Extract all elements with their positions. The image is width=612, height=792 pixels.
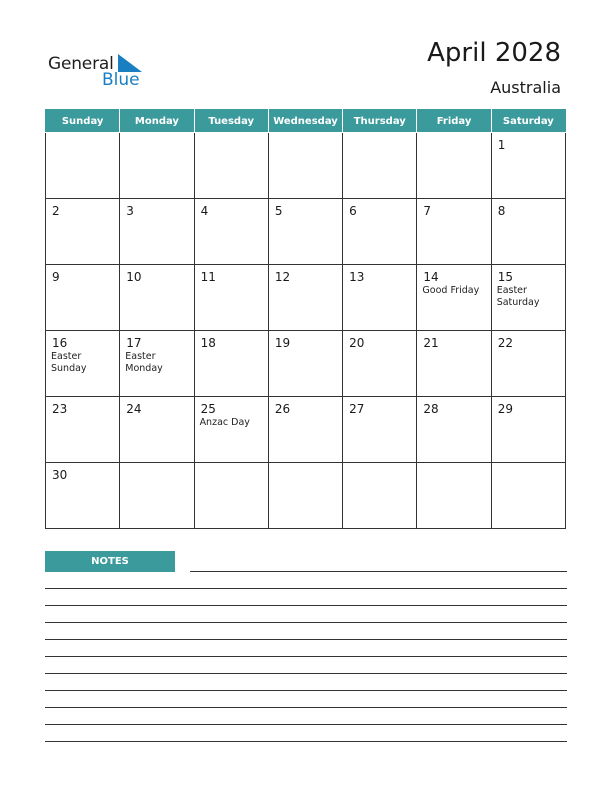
calendar-week-row: [46, 397, 566, 463]
weekday-header: Thursday: [343, 110, 417, 133]
day-number: 21: [423, 336, 439, 350]
calendar-day-cell: [120, 463, 194, 529]
day-number: 22: [497, 336, 513, 350]
weekday-header: Wednesday: [268, 110, 342, 133]
note-line: [45, 724, 567, 725]
note-line: [45, 690, 567, 691]
day-number: 13: [349, 270, 365, 284]
calendar-day-cell: [46, 199, 120, 265]
day-number: 17: [126, 336, 142, 350]
calendar-day-cell: [194, 133, 268, 199]
note-line: [45, 622, 567, 623]
day-number: 2: [52, 204, 60, 218]
calendar-day-cell: [268, 199, 342, 265]
note-line: [45, 639, 567, 640]
calendar-day-cell: [417, 397, 491, 463]
holiday-label: Anzac Day: [199, 417, 250, 428]
calendar-day-cell: [46, 397, 120, 463]
weekday-header: Sunday: [46, 110, 120, 133]
calendar-day-cell: [268, 265, 342, 331]
calendar-day-cell: [194, 199, 268, 265]
note-line: [190, 571, 567, 572]
weekday-header: Friday: [417, 110, 491, 133]
day-number: 4: [200, 204, 209, 218]
calendar-day-cell: [343, 463, 417, 529]
logo: [48, 52, 158, 92]
calendar-day-cell: [120, 331, 194, 397]
note-line: [45, 588, 567, 589]
day-number: 14: [423, 270, 439, 284]
calendar-day-cell: [194, 463, 268, 529]
note-line: [45, 605, 567, 606]
day-number: 12: [274, 270, 291, 284]
day-number: 11: [200, 270, 216, 284]
calendar-week-row: [46, 199, 566, 265]
calendar-day-cell: [46, 331, 120, 397]
calendar-day-cell: [491, 133, 565, 199]
day-number: 24: [126, 402, 142, 416]
calendar-week-row: [46, 265, 566, 331]
day-number: 7: [423, 204, 432, 218]
calendar-day-cell: [268, 463, 342, 529]
calendar-day-cell: [46, 133, 120, 199]
day-number: 27: [349, 402, 365, 416]
day-number: 9: [52, 270, 60, 284]
calendar-day-cell: [46, 463, 120, 529]
weekday-header: Saturday: [491, 110, 565, 133]
day-number: 23: [52, 402, 68, 416]
day-number: 20: [349, 336, 365, 350]
note-line: [45, 741, 567, 742]
holiday-label: Easter Saturday: [496, 285, 540, 308]
day-number: 10: [126, 270, 142, 284]
logo-blue-text: Blue: [102, 70, 140, 90]
weekday-header-row: [46, 110, 566, 133]
calendar-day-cell: [343, 265, 417, 331]
day-number: 8: [497, 204, 506, 218]
logo-general-text: General: [48, 54, 114, 74]
holiday-label: Easter Monday: [125, 351, 163, 374]
calendar-day-cell: [417, 199, 491, 265]
day-number: 25: [200, 402, 216, 416]
weekday-header: Tuesday: [194, 110, 268, 133]
calendar-day-cell: [268, 133, 342, 199]
day-number: 1: [497, 138, 506, 152]
day-number: 26: [274, 402, 291, 416]
day-number: 28: [423, 402, 439, 416]
calendar-day-cell: [343, 199, 417, 265]
calendar-week-row: [46, 463, 566, 529]
calendar-day-cell: [491, 265, 565, 331]
holiday-label: Good Friday: [422, 285, 480, 296]
calendar-day-cell: [491, 463, 565, 529]
calendar-day-cell: [343, 133, 417, 199]
note-line: [45, 656, 567, 657]
day-number: 15: [497, 270, 513, 284]
day-number: 16: [52, 336, 68, 350]
calendar-day-cell: [194, 331, 268, 397]
calendar-day-cell: [417, 265, 491, 331]
calendar-day-cell: [417, 133, 491, 199]
weekday-header: Monday: [120, 110, 194, 133]
day-number: 19: [274, 336, 291, 350]
calendar-day-cell: [120, 199, 194, 265]
calendar-day-cell: [268, 397, 342, 463]
calendar-day-cell: [194, 265, 268, 331]
holiday-label: Easter Sunday: [51, 351, 87, 374]
day-number: 29: [497, 402, 513, 416]
calendar-day-cell: [491, 397, 565, 463]
note-line: [45, 707, 567, 708]
calendar-day-cell: [491, 199, 565, 265]
day-number: 5: [274, 204, 283, 218]
page-title: April 2028: [427, 38, 561, 68]
calendar-day-cell: [120, 397, 194, 463]
calendar-grid: [45, 109, 566, 529]
day-number: 6: [349, 204, 357, 218]
calendar-week-row: [46, 133, 566, 199]
calendar-day-cell: [343, 331, 417, 397]
notes-label: NOTES: [45, 551, 175, 572]
calendar-day-cell: [417, 463, 491, 529]
calendar-day-cell: [268, 331, 342, 397]
calendar-day-cell: [120, 265, 194, 331]
calendar-day-cell: [417, 331, 491, 397]
country-label: Australia: [490, 78, 561, 97]
day-number: 18: [200, 336, 216, 350]
calendar-week-row: [46, 331, 566, 397]
calendar-day-cell: [194, 397, 268, 463]
calendar-day-cell: [46, 265, 120, 331]
day-number: 30: [52, 468, 68, 482]
day-number: 3: [126, 204, 134, 218]
calendar-day-cell: [120, 133, 194, 199]
note-line: [45, 673, 567, 674]
calendar-day-cell: [343, 397, 417, 463]
calendar-day-cell: [491, 331, 565, 397]
